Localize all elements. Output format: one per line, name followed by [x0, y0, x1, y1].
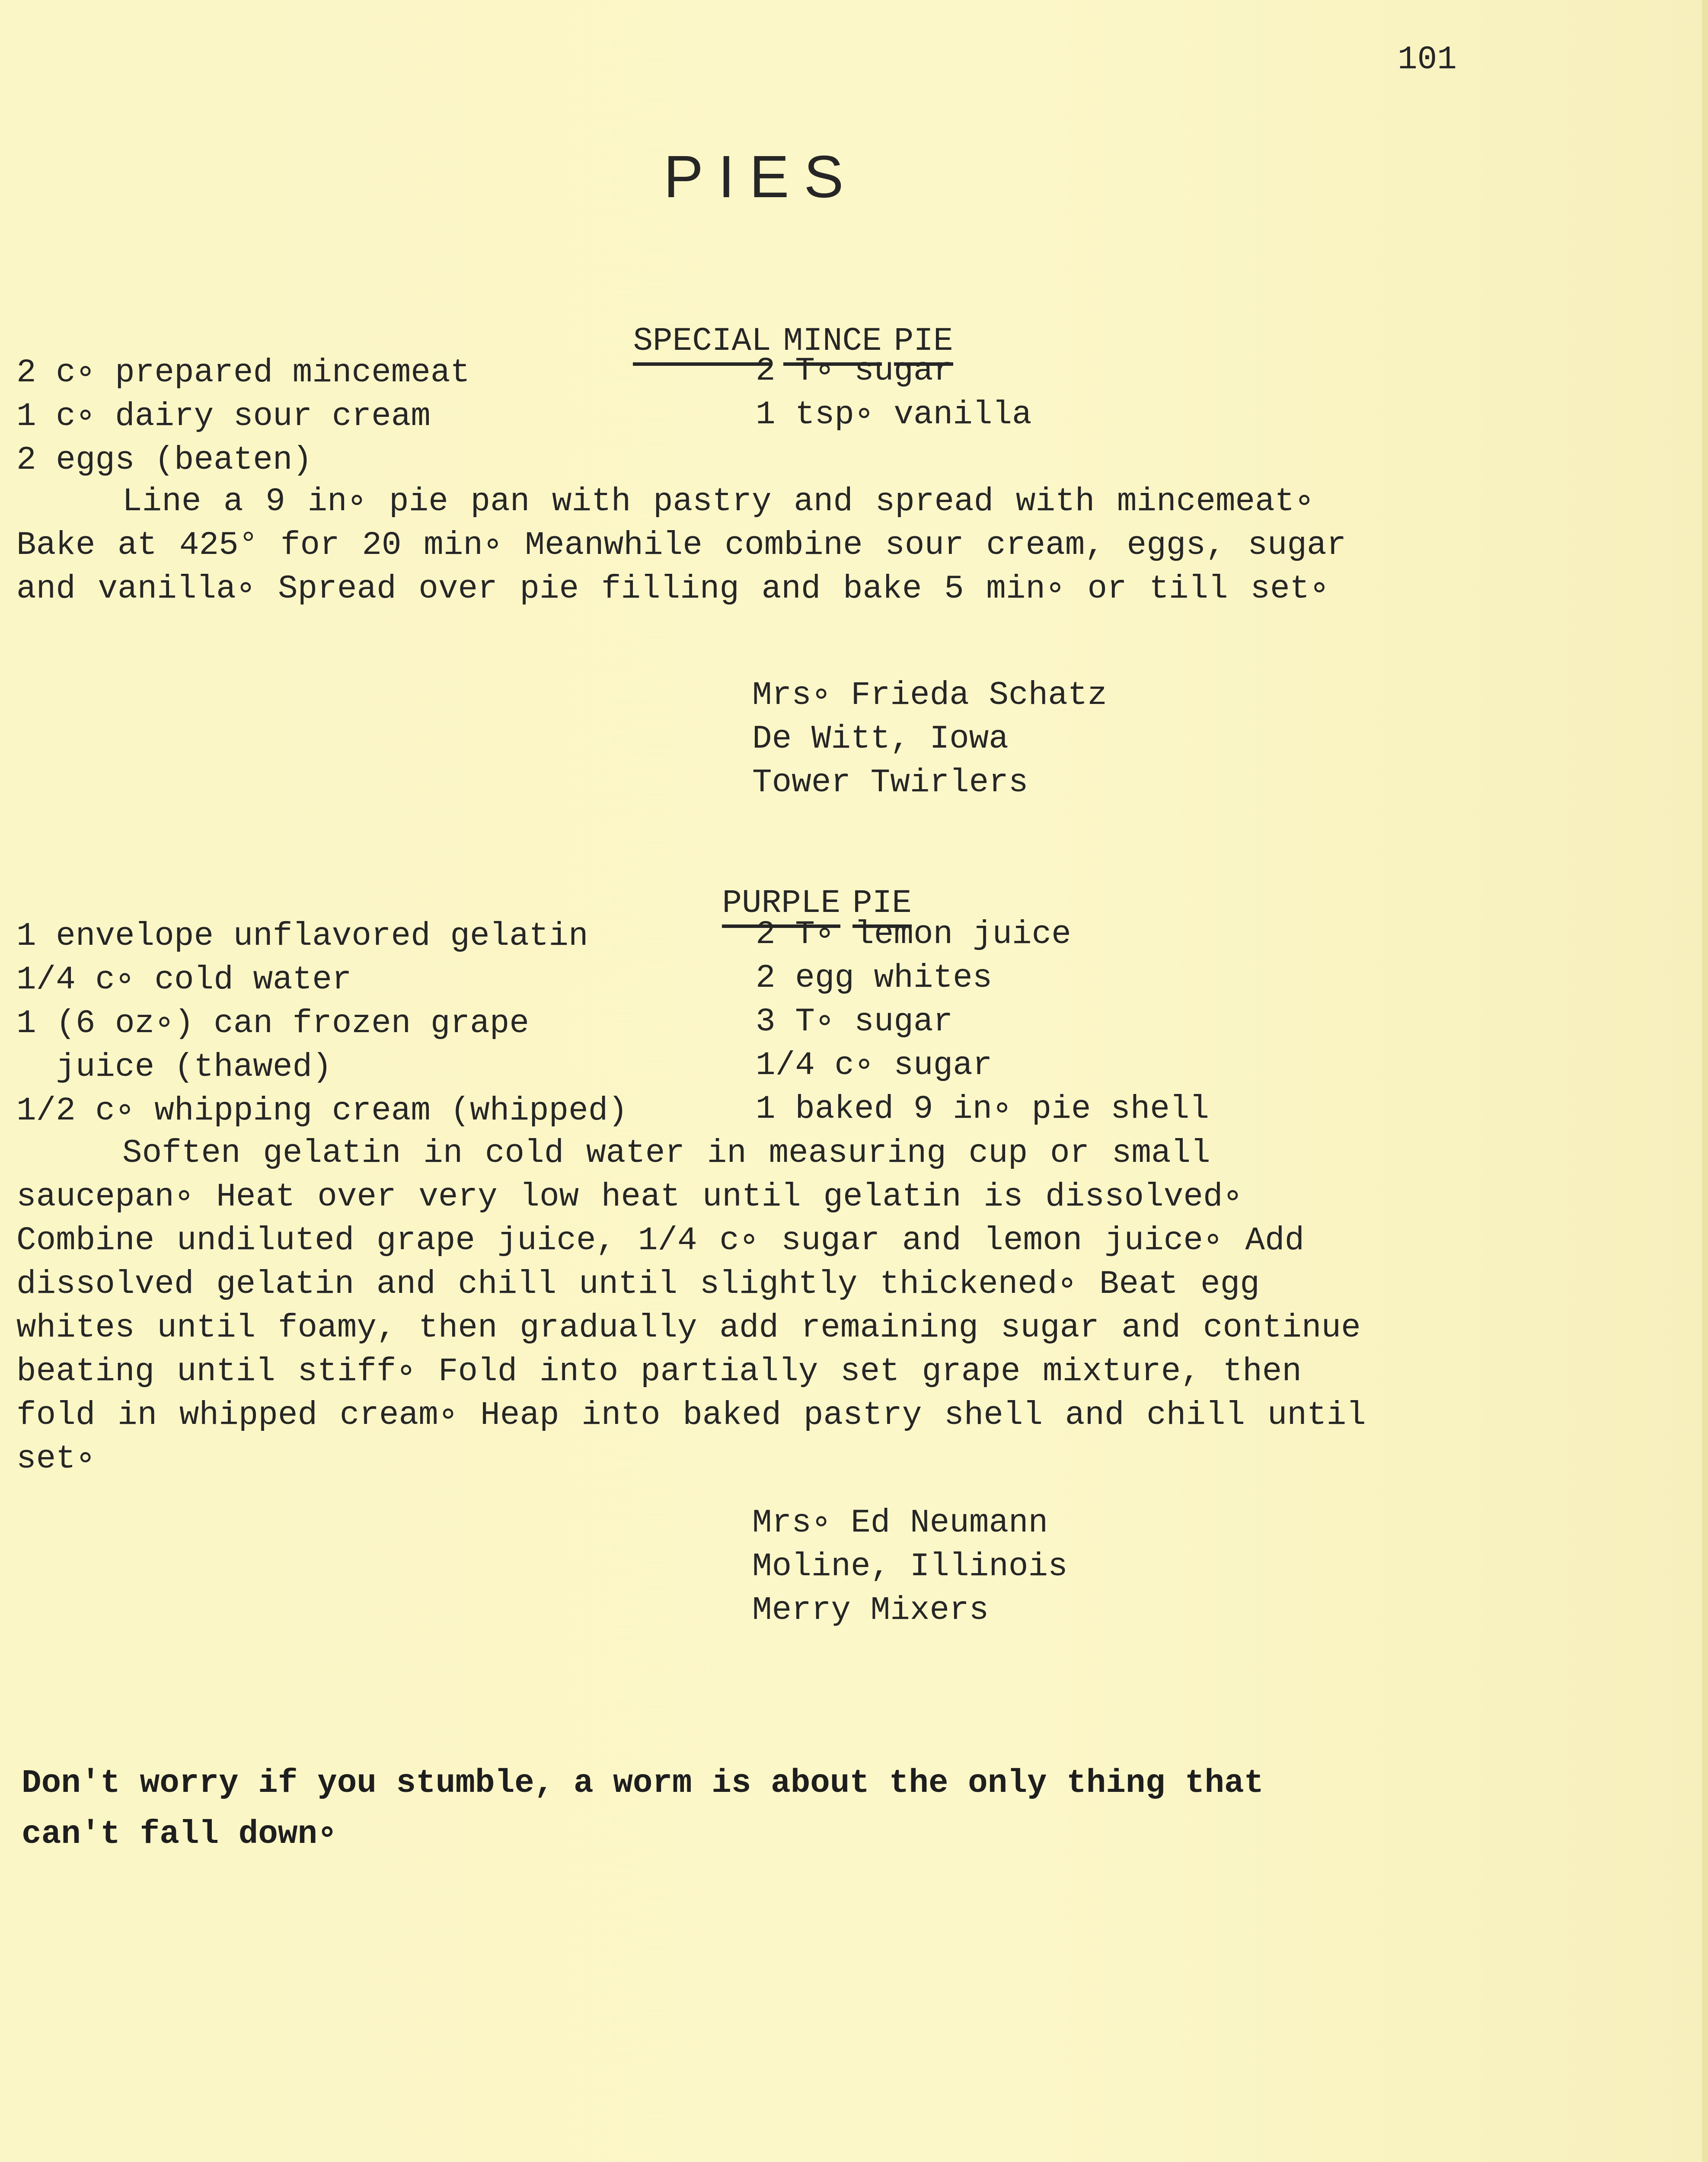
ingredient: 1 (6 oz∘) can frozen grape	[16, 1005, 529, 1042]
credit-location: De Witt, Iowa	[752, 720, 1009, 758]
ingredient: 1/2 c∘ whipping cream (whipped)	[16, 1092, 628, 1129]
credit-club: Tower Twirlers	[752, 764, 1028, 801]
closing-quote: Don't worry if you stumble, a worm is about the only thing that can't fall down∘	[22, 1765, 1264, 1853]
ingredient: 2 T∘ lemon juice	[756, 916, 1071, 953]
recipe-title-word: SPECIAL	[633, 323, 771, 366]
recipe-title-word: PIE	[852, 885, 912, 928]
credit-location: Moline, Illinois	[752, 1548, 1068, 1585]
ingredient: 2 egg whites	[756, 959, 993, 997]
credit-club: Merry Mixers	[752, 1592, 989, 1629]
ingredient: 1 tsp∘ vanilla	[756, 396, 1032, 433]
recipe-directions	[16, 1132, 1400, 1481]
ingredient: 1 c∘ dairy sour cream	[16, 398, 431, 435]
page-number: 101	[1398, 41, 1457, 78]
ingredient: 1 envelope unflavored gelatin	[16, 918, 588, 955]
ingredient: 1/4 c∘ sugar	[756, 1047, 993, 1084]
credit-name: Mrs∘ Ed Neumann	[752, 1504, 1048, 1542]
credit-name: Mrs∘ Frieda Schatz	[752, 677, 1108, 714]
directions-text: Line a 9 in∘ pie pan with pastry and spread with mincemeat∘ Bake at 425° for 20 min∘ Meanwhile combine sour cream, eggs, sugar and vanilla∘ Spread over pie filling and bake 5 min∘ or till set∘	[16, 483, 1347, 608]
ingredient: 2 c∘ prepared mincemeat	[16, 354, 470, 391]
recipe-title-word: PURPLE	[722, 885, 840, 928]
directions-text: Soften gelatin in cold water in measuring cup or small saucepan∘ Heat over very low heat until gelatin is dissolved∘ Combine undiluted grape juice, 1/4 c∘ sugar and lemon juice∘ Add dissolved gelatin and chill until slightly thickened∘ Beat egg whites until foamy, then gradually add remaining sugar and continue beating until stiff∘ Fold into partially set grape mixture, then fold in whipped cream∘ Heap into baked pastry shell and chill until set∘	[16, 1135, 1366, 1478]
page-edge	[1702, 0, 1708, 2162]
ingredient: juice (thawed)	[16, 1049, 332, 1086]
recipe-title-word: MINCE	[783, 323, 882, 366]
ingredient: 1/4 c∘ cold water	[16, 961, 352, 998]
section-title: PIES	[664, 144, 859, 210]
ingredient: 3 T∘ sugar	[756, 1003, 953, 1040]
recipe-directions	[16, 480, 1400, 611]
recipe-title-word: PIE	[894, 323, 953, 366]
ingredient: 2 eggs (beaten)	[16, 441, 313, 479]
ingredient: 1 baked 9 in∘ pie shell	[756, 1091, 1210, 1128]
ingredient: 2 T∘ sugar	[756, 352, 953, 390]
